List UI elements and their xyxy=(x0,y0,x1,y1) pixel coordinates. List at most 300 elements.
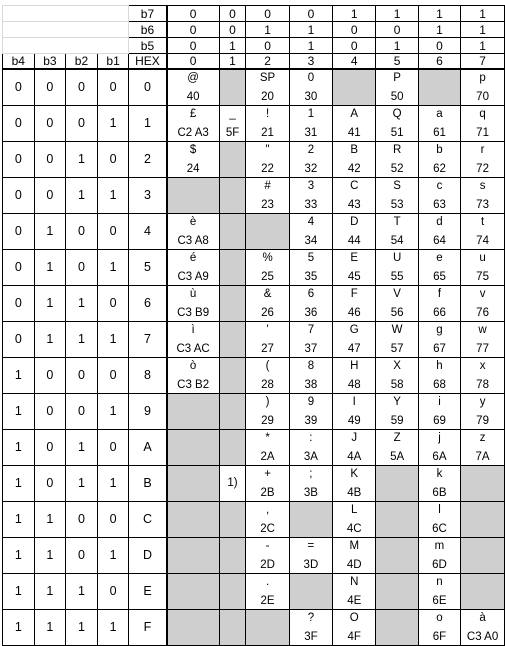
bit-header-value: 0 xyxy=(167,6,220,22)
code-cell xyxy=(333,141,376,177)
character-code: 76 xyxy=(476,306,489,319)
cell-content xyxy=(419,143,460,176)
character-code: 78 xyxy=(476,378,489,391)
bit-cell: 0 xyxy=(34,177,66,213)
cell-content xyxy=(333,143,375,176)
code-cell xyxy=(418,501,460,537)
character-glyph: b xyxy=(436,143,443,156)
character-glyph: 1 xyxy=(307,107,315,120)
character-glyph: q xyxy=(479,107,486,120)
code-cell xyxy=(246,357,289,393)
bit-cell: 0 xyxy=(3,69,35,105)
bit-cell: 0 xyxy=(34,69,66,105)
character-code: 62 xyxy=(433,162,446,175)
bit-cell: 0 xyxy=(66,213,98,249)
character-glyph: # xyxy=(264,179,271,192)
cell-content xyxy=(290,251,332,284)
character-code: 38 xyxy=(304,378,318,391)
row-hex-label: 0 xyxy=(129,69,167,105)
character-glyph: f xyxy=(437,287,442,300)
code-cell xyxy=(289,177,332,213)
character-code: 63 xyxy=(433,198,446,211)
character-glyph: 0 xyxy=(307,71,315,84)
code-cell xyxy=(289,285,332,321)
column-hex-label: 4 xyxy=(333,54,376,70)
character-code: 33 xyxy=(304,198,318,211)
table-row xyxy=(3,429,505,465)
code-cell xyxy=(167,357,220,393)
character-glyph: 5 xyxy=(307,251,315,264)
character-glyph: à xyxy=(479,611,486,624)
character-code: C3 A8 xyxy=(177,234,209,247)
cell-content xyxy=(333,107,375,140)
code-cell xyxy=(333,105,376,141)
bit-header-value: 0 xyxy=(246,6,289,22)
code-cell xyxy=(418,249,460,285)
code-cell xyxy=(246,177,289,213)
code-cell xyxy=(376,357,418,393)
cell-content xyxy=(461,431,504,464)
bit-header-value: 1 xyxy=(461,22,505,38)
cell-content xyxy=(376,359,417,392)
character-code: 4E xyxy=(347,594,362,607)
code-cell xyxy=(289,213,332,249)
unused-cell xyxy=(461,501,505,537)
column-hex-label: 0 xyxy=(167,54,220,70)
code-cell xyxy=(246,141,289,177)
character-glyph: U xyxy=(392,251,402,264)
code-cell xyxy=(333,429,376,465)
character-code: 3F xyxy=(304,630,318,643)
unused-cell xyxy=(219,429,246,465)
bit-cell: 0 xyxy=(66,357,98,393)
character-glyph: O xyxy=(349,611,359,624)
column-label-row xyxy=(3,54,505,70)
character-glyph: j xyxy=(438,431,441,444)
cell-content xyxy=(419,359,460,392)
bit-header-value: 0 xyxy=(333,22,376,38)
character-glyph: % xyxy=(262,251,273,264)
code-cell xyxy=(418,393,460,429)
cell-content xyxy=(290,359,332,392)
cell-content xyxy=(290,539,332,572)
character-code: 68 xyxy=(433,378,446,391)
character-glyph: + xyxy=(264,467,271,480)
cell-content xyxy=(376,143,417,176)
code-cell xyxy=(376,177,418,213)
bit-cell: 1 xyxy=(97,393,129,429)
character-glyph: p xyxy=(479,71,486,84)
bit-cell: 0 xyxy=(34,357,66,393)
character-glyph: SP xyxy=(259,71,276,84)
code-cell xyxy=(246,573,289,609)
cell-content xyxy=(461,179,504,212)
bit-cell: 1 xyxy=(97,465,129,501)
code-cell xyxy=(333,393,376,429)
cell-content xyxy=(333,287,375,320)
row-header-label: b3 xyxy=(34,54,66,70)
character-code: 2B xyxy=(260,486,275,499)
bit-cell: 0 xyxy=(97,69,129,105)
character-glyph: S xyxy=(393,179,401,192)
cell-content xyxy=(419,395,460,428)
column-hex-label: 5 xyxy=(376,54,418,70)
code-cell xyxy=(461,357,505,393)
unused-cell xyxy=(219,213,246,249)
character-code: C3 B9 xyxy=(177,306,210,319)
character-code: 47 xyxy=(347,342,361,355)
character-code: C3 A9 xyxy=(177,270,209,283)
table-row xyxy=(3,537,505,573)
cell-content xyxy=(333,467,375,500)
cell-content xyxy=(246,179,288,212)
code-cell xyxy=(333,213,376,249)
row-hex-label: F xyxy=(129,609,167,645)
character-code: 59 xyxy=(390,414,404,427)
character-glyph: J xyxy=(351,431,358,444)
bit-cell: 0 xyxy=(97,141,129,177)
character-glyph: Y xyxy=(393,395,401,408)
code-cell xyxy=(167,141,220,177)
table-row xyxy=(3,285,505,321)
code-cell xyxy=(333,285,376,321)
code-cell xyxy=(289,465,332,501)
cell-content xyxy=(168,359,219,392)
character-code: 36 xyxy=(304,306,318,319)
character-glyph: ) xyxy=(265,395,270,408)
bit-cell: 1 xyxy=(66,609,98,645)
character-glyph: V xyxy=(393,287,401,300)
code-cell xyxy=(333,465,376,501)
character-code: 2A xyxy=(260,450,275,463)
bit-cell: 0 xyxy=(97,213,129,249)
unused-cell xyxy=(167,573,220,609)
cell-content xyxy=(290,179,332,212)
row-hex-label: 9 xyxy=(129,393,167,429)
unused-cell xyxy=(219,501,246,537)
unused-cell xyxy=(219,321,246,357)
character-glyph: c xyxy=(436,179,443,192)
bit-header-row-b7 xyxy=(3,6,505,22)
bit-cell: 1 xyxy=(66,141,98,177)
code-cell xyxy=(461,69,505,105)
bit-cell: 1 xyxy=(97,105,129,141)
unused-cell xyxy=(167,393,220,429)
cell-content xyxy=(461,143,504,176)
bit-header-value: 1 xyxy=(246,22,289,38)
table-row xyxy=(3,177,505,213)
cell-content xyxy=(419,287,460,320)
character-glyph: W xyxy=(391,323,403,336)
character-glyph: ò xyxy=(189,359,197,372)
unused-cell xyxy=(376,573,418,609)
character-glyph: - xyxy=(265,539,270,552)
character-code: 52 xyxy=(390,162,404,175)
bit-cell: 0 xyxy=(66,105,98,141)
bit-cell: 1 xyxy=(66,321,98,357)
bit-cell: 0 xyxy=(34,465,66,501)
unused-cell xyxy=(219,537,246,573)
character-code: 75 xyxy=(476,270,489,283)
character-code: 69 xyxy=(433,414,446,427)
cell-content xyxy=(290,287,332,320)
table-row xyxy=(3,213,505,249)
bit-cell: 1 xyxy=(66,429,98,465)
cell-content xyxy=(246,431,288,464)
character-glyph: g xyxy=(436,323,443,336)
character-code: 28 xyxy=(261,378,274,391)
character-code: 79 xyxy=(476,414,489,427)
code-cell xyxy=(246,501,289,537)
character-code: C3 B2 xyxy=(177,378,210,391)
code-cell xyxy=(376,69,418,105)
bit-cell: 1 xyxy=(66,285,98,321)
character-code: 21 xyxy=(261,126,274,139)
cell-content xyxy=(333,395,375,428)
character-glyph: $ xyxy=(189,143,197,156)
bit-header-value: 0 xyxy=(376,22,418,38)
unused-cell xyxy=(246,213,289,249)
header-blank-cell xyxy=(3,6,129,22)
code-cell xyxy=(376,213,418,249)
cell-content xyxy=(290,431,332,464)
code-cell xyxy=(246,429,289,465)
character-code: 24 xyxy=(186,162,200,175)
table-row xyxy=(3,357,505,393)
code-cell xyxy=(333,321,376,357)
unused-cell xyxy=(461,465,505,501)
character-code: 4F xyxy=(347,630,361,643)
character-code: 3A xyxy=(303,450,318,463)
character-glyph: d xyxy=(436,215,443,228)
cell-content xyxy=(168,71,219,104)
character-code: 64 xyxy=(433,234,446,247)
character-glyph: é xyxy=(189,251,197,264)
cell-content xyxy=(461,215,504,248)
character-glyph: ? xyxy=(307,611,315,624)
bit-cell: 0 xyxy=(3,213,35,249)
character-code: 77 xyxy=(476,342,489,355)
character-glyph: y xyxy=(479,395,486,408)
cell-content xyxy=(461,71,504,104)
bit-header-label: b6 xyxy=(129,22,167,38)
character-code: 2D xyxy=(260,558,275,571)
character-glyph: P xyxy=(393,71,401,84)
character-glyph: w xyxy=(478,323,487,336)
code-cell xyxy=(289,249,332,285)
row-hex-label: A xyxy=(129,429,167,465)
bit-cell: 1 xyxy=(34,573,66,609)
character-glyph: t xyxy=(480,215,485,228)
character-code: 37 xyxy=(304,342,318,355)
unused-cell xyxy=(246,609,289,645)
character-glyph: * xyxy=(265,431,270,444)
code-cell xyxy=(418,213,460,249)
character-glyph: h xyxy=(436,359,443,372)
table-row xyxy=(3,105,505,141)
code-cell xyxy=(418,105,460,141)
character-glyph: z xyxy=(479,431,486,444)
bit-header-value: 0 xyxy=(289,6,332,22)
bit-cell: 0 xyxy=(3,141,35,177)
column-hex-label: 6 xyxy=(418,54,460,70)
unused-cell xyxy=(219,393,246,429)
character-code: 22 xyxy=(261,162,274,175)
code-cell xyxy=(418,321,460,357)
character-glyph: @ xyxy=(187,71,199,84)
bit-header-value: 1 xyxy=(219,38,246,54)
character-code: 6F xyxy=(432,630,447,643)
code-cell xyxy=(376,285,418,321)
character-code: 42 xyxy=(347,162,361,175)
character-glyph: X xyxy=(393,359,401,372)
unused-cell xyxy=(167,537,220,573)
bit-cell: 1 xyxy=(34,285,66,321)
bit-header-value: 1 xyxy=(418,6,460,22)
row-hex-label: 7 xyxy=(129,321,167,357)
bit-cell: 1 xyxy=(34,213,66,249)
code-cell xyxy=(219,105,246,141)
character-code: 53 xyxy=(390,198,404,211)
character-code: 26 xyxy=(261,306,274,319)
character-glyph: a xyxy=(436,107,443,120)
character-code: C2 A3 xyxy=(177,126,209,139)
character-glyph: G xyxy=(349,323,359,336)
table-row xyxy=(3,321,505,357)
character-glyph: v xyxy=(479,287,486,300)
code-cell xyxy=(167,69,220,105)
character-code: 35 xyxy=(304,270,318,283)
bit-header-value: 1 xyxy=(418,22,460,38)
character-glyph: H xyxy=(350,359,359,372)
cell-content xyxy=(419,611,460,644)
code-cell xyxy=(289,69,332,105)
character-code: 61 xyxy=(433,126,446,139)
character-code: 51 xyxy=(390,126,404,139)
character-glyph: & xyxy=(263,287,272,300)
unused-cell xyxy=(167,429,220,465)
character-glyph: I xyxy=(352,395,356,408)
bit-cell: 0 xyxy=(66,501,98,537)
bit-cell: 0 xyxy=(97,285,129,321)
cell-content xyxy=(376,323,417,356)
bit-header-value: 1 xyxy=(461,6,505,22)
character-glyph: R xyxy=(392,143,402,156)
code-cell xyxy=(289,105,332,141)
row-hex-label: D xyxy=(129,537,167,573)
unused-cell xyxy=(333,69,376,105)
bit-header-value: 1 xyxy=(289,22,332,38)
character-code: 65 xyxy=(433,270,446,283)
bit-header-value: 1 xyxy=(333,6,376,22)
character-code-table xyxy=(2,5,505,646)
character-glyph: 7 xyxy=(307,323,315,336)
bit-cell: 1 xyxy=(34,537,66,573)
bit-header-value: 0 xyxy=(418,38,460,54)
character-glyph: Q xyxy=(392,107,402,120)
cell-content xyxy=(333,431,375,464)
character-glyph: o xyxy=(436,611,443,624)
bit-header-label: b7 xyxy=(129,6,167,22)
row-hex-label: E xyxy=(129,573,167,609)
character-glyph: 1) xyxy=(227,477,238,489)
character-code: 23 xyxy=(261,198,274,211)
cell-content xyxy=(419,215,460,248)
code-cell xyxy=(333,249,376,285)
table-row xyxy=(3,465,505,501)
cell-content xyxy=(376,431,417,464)
character-glyph: M xyxy=(349,539,360,552)
code-cell xyxy=(461,609,505,645)
unused-cell xyxy=(461,537,505,573)
character-glyph: n xyxy=(436,575,443,588)
column-hex-label: 2 xyxy=(246,54,289,70)
cell-content xyxy=(333,503,375,536)
code-cell xyxy=(333,357,376,393)
code-cell xyxy=(289,609,332,645)
code-cell xyxy=(461,249,505,285)
unused-cell xyxy=(219,141,246,177)
bit-cell: 1 xyxy=(3,501,35,537)
cell-content xyxy=(419,575,460,608)
character-code: 54 xyxy=(390,234,404,247)
cell-content xyxy=(246,71,288,104)
character-code: 2E xyxy=(260,594,275,607)
bit-cell: 0 xyxy=(3,285,35,321)
bit-cell: 0 xyxy=(97,429,129,465)
character-glyph: D xyxy=(350,215,359,228)
bit-cell: 1 xyxy=(97,177,129,213)
bit-cell: 0 xyxy=(3,105,35,141)
code-cell xyxy=(376,105,418,141)
cell-content xyxy=(376,179,417,212)
bit-cell: 0 xyxy=(97,573,129,609)
character-code: 5A xyxy=(390,450,405,463)
character-code: 6A xyxy=(432,450,447,463)
character-code: 43 xyxy=(347,198,361,211)
row-header-label: b4 xyxy=(3,54,35,70)
code-cell xyxy=(246,537,289,573)
code-cell xyxy=(289,537,332,573)
cell-content xyxy=(333,251,375,284)
code-cell xyxy=(289,393,332,429)
character-code: 4D xyxy=(346,558,362,571)
character-glyph: ; xyxy=(309,467,313,480)
cell-content xyxy=(419,539,460,572)
bit-cell: 1 xyxy=(97,609,129,645)
bit-header-value: 1 xyxy=(376,6,418,22)
character-glyph: 3 xyxy=(307,179,315,192)
bit-header-value: 1 xyxy=(376,38,418,54)
cell-content xyxy=(290,215,332,248)
cell-content xyxy=(376,251,417,284)
bit-header-label: b5 xyxy=(129,38,167,54)
character-code: 34 xyxy=(304,234,318,247)
character-code: 46 xyxy=(347,306,361,319)
bit-cell: 1 xyxy=(34,321,66,357)
code-cell xyxy=(376,249,418,285)
character-code: 58 xyxy=(390,378,404,391)
bit-cell: 0 xyxy=(3,177,35,213)
bit-cell: 0 xyxy=(34,141,66,177)
bit-cell: 0 xyxy=(97,357,129,393)
code-cell xyxy=(461,177,505,213)
character-code: 6C xyxy=(432,522,447,535)
table-row xyxy=(3,393,505,429)
code-cell xyxy=(333,501,376,537)
character-glyph: Z xyxy=(393,431,401,444)
character-glyph: _ xyxy=(229,107,236,120)
